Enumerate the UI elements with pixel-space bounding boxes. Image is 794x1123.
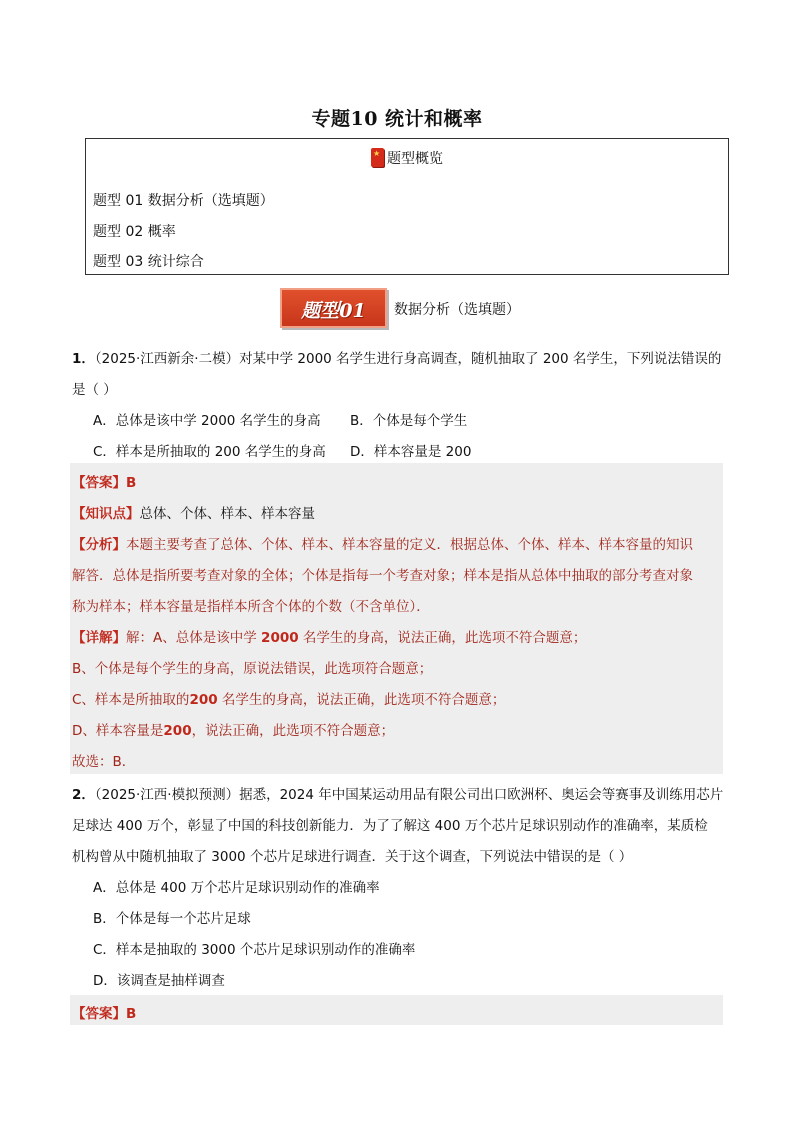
detail-line1-a: 解：A、总体是该中学 [126, 630, 257, 646]
analysis-line1: 本题主要考查了总体、个体、样本、样本容量的定义．根据总体、个体、样本、样本容量的知识 [126, 537, 693, 553]
knowledge-point-tag: 【知识点】 [72, 506, 140, 522]
detail-line3-num: 200 [189, 692, 218, 708]
question-1-analysis [72, 533, 693, 553]
detail-tag: 【详解】 [72, 630, 126, 646]
question-1-knowledge-point [72, 502, 315, 522]
question-1-number: 1． [72, 351, 95, 367]
section-badge-text: 题型01 [301, 300, 366, 322]
question-1-option-c[interactable]: C．样本是所抽取的 200 名学生的身高 [93, 444, 326, 460]
book-icon [371, 148, 384, 167]
detail-line1-num: 2000 [261, 630, 299, 646]
question-2-option-a[interactable]: A．总体是 400 万个芯片足球识别动作的准确率 [93, 880, 380, 896]
knowledge-point-text: 总体、个体、样本、样本容量 [139, 506, 315, 522]
detail-line3-b: 名学生的身高，说法正确，此选项不符合题意； [221, 692, 506, 708]
detail-line4-b: ，说法正确，此选项不符合题意； [191, 723, 395, 739]
section-badge [280, 288, 387, 328]
answer-value: B [126, 1006, 137, 1022]
question-2-text-line3: 机构曾从中随机抽取了 3000 个芯片足球进行调查．关于这个调查，下列说法中错误的是（ ） [72, 849, 633, 865]
answer-tag: 【答案】 [72, 1006, 126, 1022]
detail-line4-num: 200 [163, 723, 192, 739]
answer-value: B [126, 475, 137, 491]
detail-line2: B、个体是每个学生的身高，原说法错误，此选项符合题意； [72, 661, 433, 677]
detail-line1-b: 名学生的身高，说法正确，此选项不符合题意； [302, 630, 587, 646]
detail-line4-a: D、样本容量是 [72, 723, 164, 739]
question-1-stem [72, 347, 721, 367]
question-1-option-a[interactable]: A．总体是该中学 2000 名学生的身高 [93, 413, 321, 429]
section-label: 数据分析（选填题） [394, 302, 520, 318]
analysis-line3: 称为样本；样本容量是指样本所含个体的个数（不含单位）． [72, 599, 430, 615]
question-2-stem [72, 783, 723, 803]
question-2-option-d[interactable]: D．该调查是抽样调查 [93, 973, 225, 989]
answer-tag: 【答案】 [72, 475, 126, 491]
question-2-answer [72, 1002, 136, 1022]
overview-box [85, 138, 729, 275]
question-1-detail [72, 626, 586, 646]
question-2-option-b[interactable]: B．个体是每一个芯片足球 [93, 911, 251, 927]
detail-line4 [72, 719, 394, 739]
question-2-number: 2． [72, 787, 95, 803]
question-1-text-line1: （2025·江西新余·二模）对某中学 2000 名学生进行身高调查，随机抽取了 200 名学生，下列说法错误的 [94, 351, 722, 367]
question-1-answer [72, 471, 136, 491]
page-title: 专题10 统计和概率 [311, 108, 483, 130]
overview-item-2[interactable]: 题型 02 概率 [93, 224, 176, 240]
question-1-option-d[interactable]: D．样本容量是 200 [350, 444, 472, 460]
analysis-tag: 【分析】 [72, 537, 126, 553]
analysis-line2: 解答．总体是指所要考查对象的全体；个体是指每一个考查对象；样本是指从总体中抽取的部分考查对象 [72, 568, 693, 584]
overview-item-1[interactable]: 题型 01 数据分析（选填题） [93, 193, 274, 209]
detail-line5: 故选：B． [72, 754, 136, 770]
detail-line3-a: C、样本是所抽取的 [72, 692, 190, 708]
overview-heading-label: 题型概览 [387, 151, 443, 167]
overview-heading [86, 148, 728, 168]
overview-item-3[interactable]: 题型 03 统计综合 [93, 254, 204, 270]
question-2-solution-panel [70, 995, 723, 1025]
question-2-text-line1: （2025·江西·模拟预测）据悉，2024 年中国某运动用品有限公司出口欧洲杯、奥运会等赛事及训练用芯片 [94, 787, 724, 803]
question-2-option-c[interactable]: C．样本是抽取的 3000 个芯片足球识别动作的准确率 [93, 942, 416, 958]
detail-line3 [72, 688, 505, 708]
question-1-text-line2: 是（ ） [72, 382, 117, 398]
question-2-text-line2: 足球达 400 万个，彰显了中国的科技创新能力．为了了解这 400 万个芯片足球识别动作的准确率，某质检 [72, 818, 708, 834]
question-1-option-b[interactable]: B．个体是每个学生 [350, 413, 468, 429]
